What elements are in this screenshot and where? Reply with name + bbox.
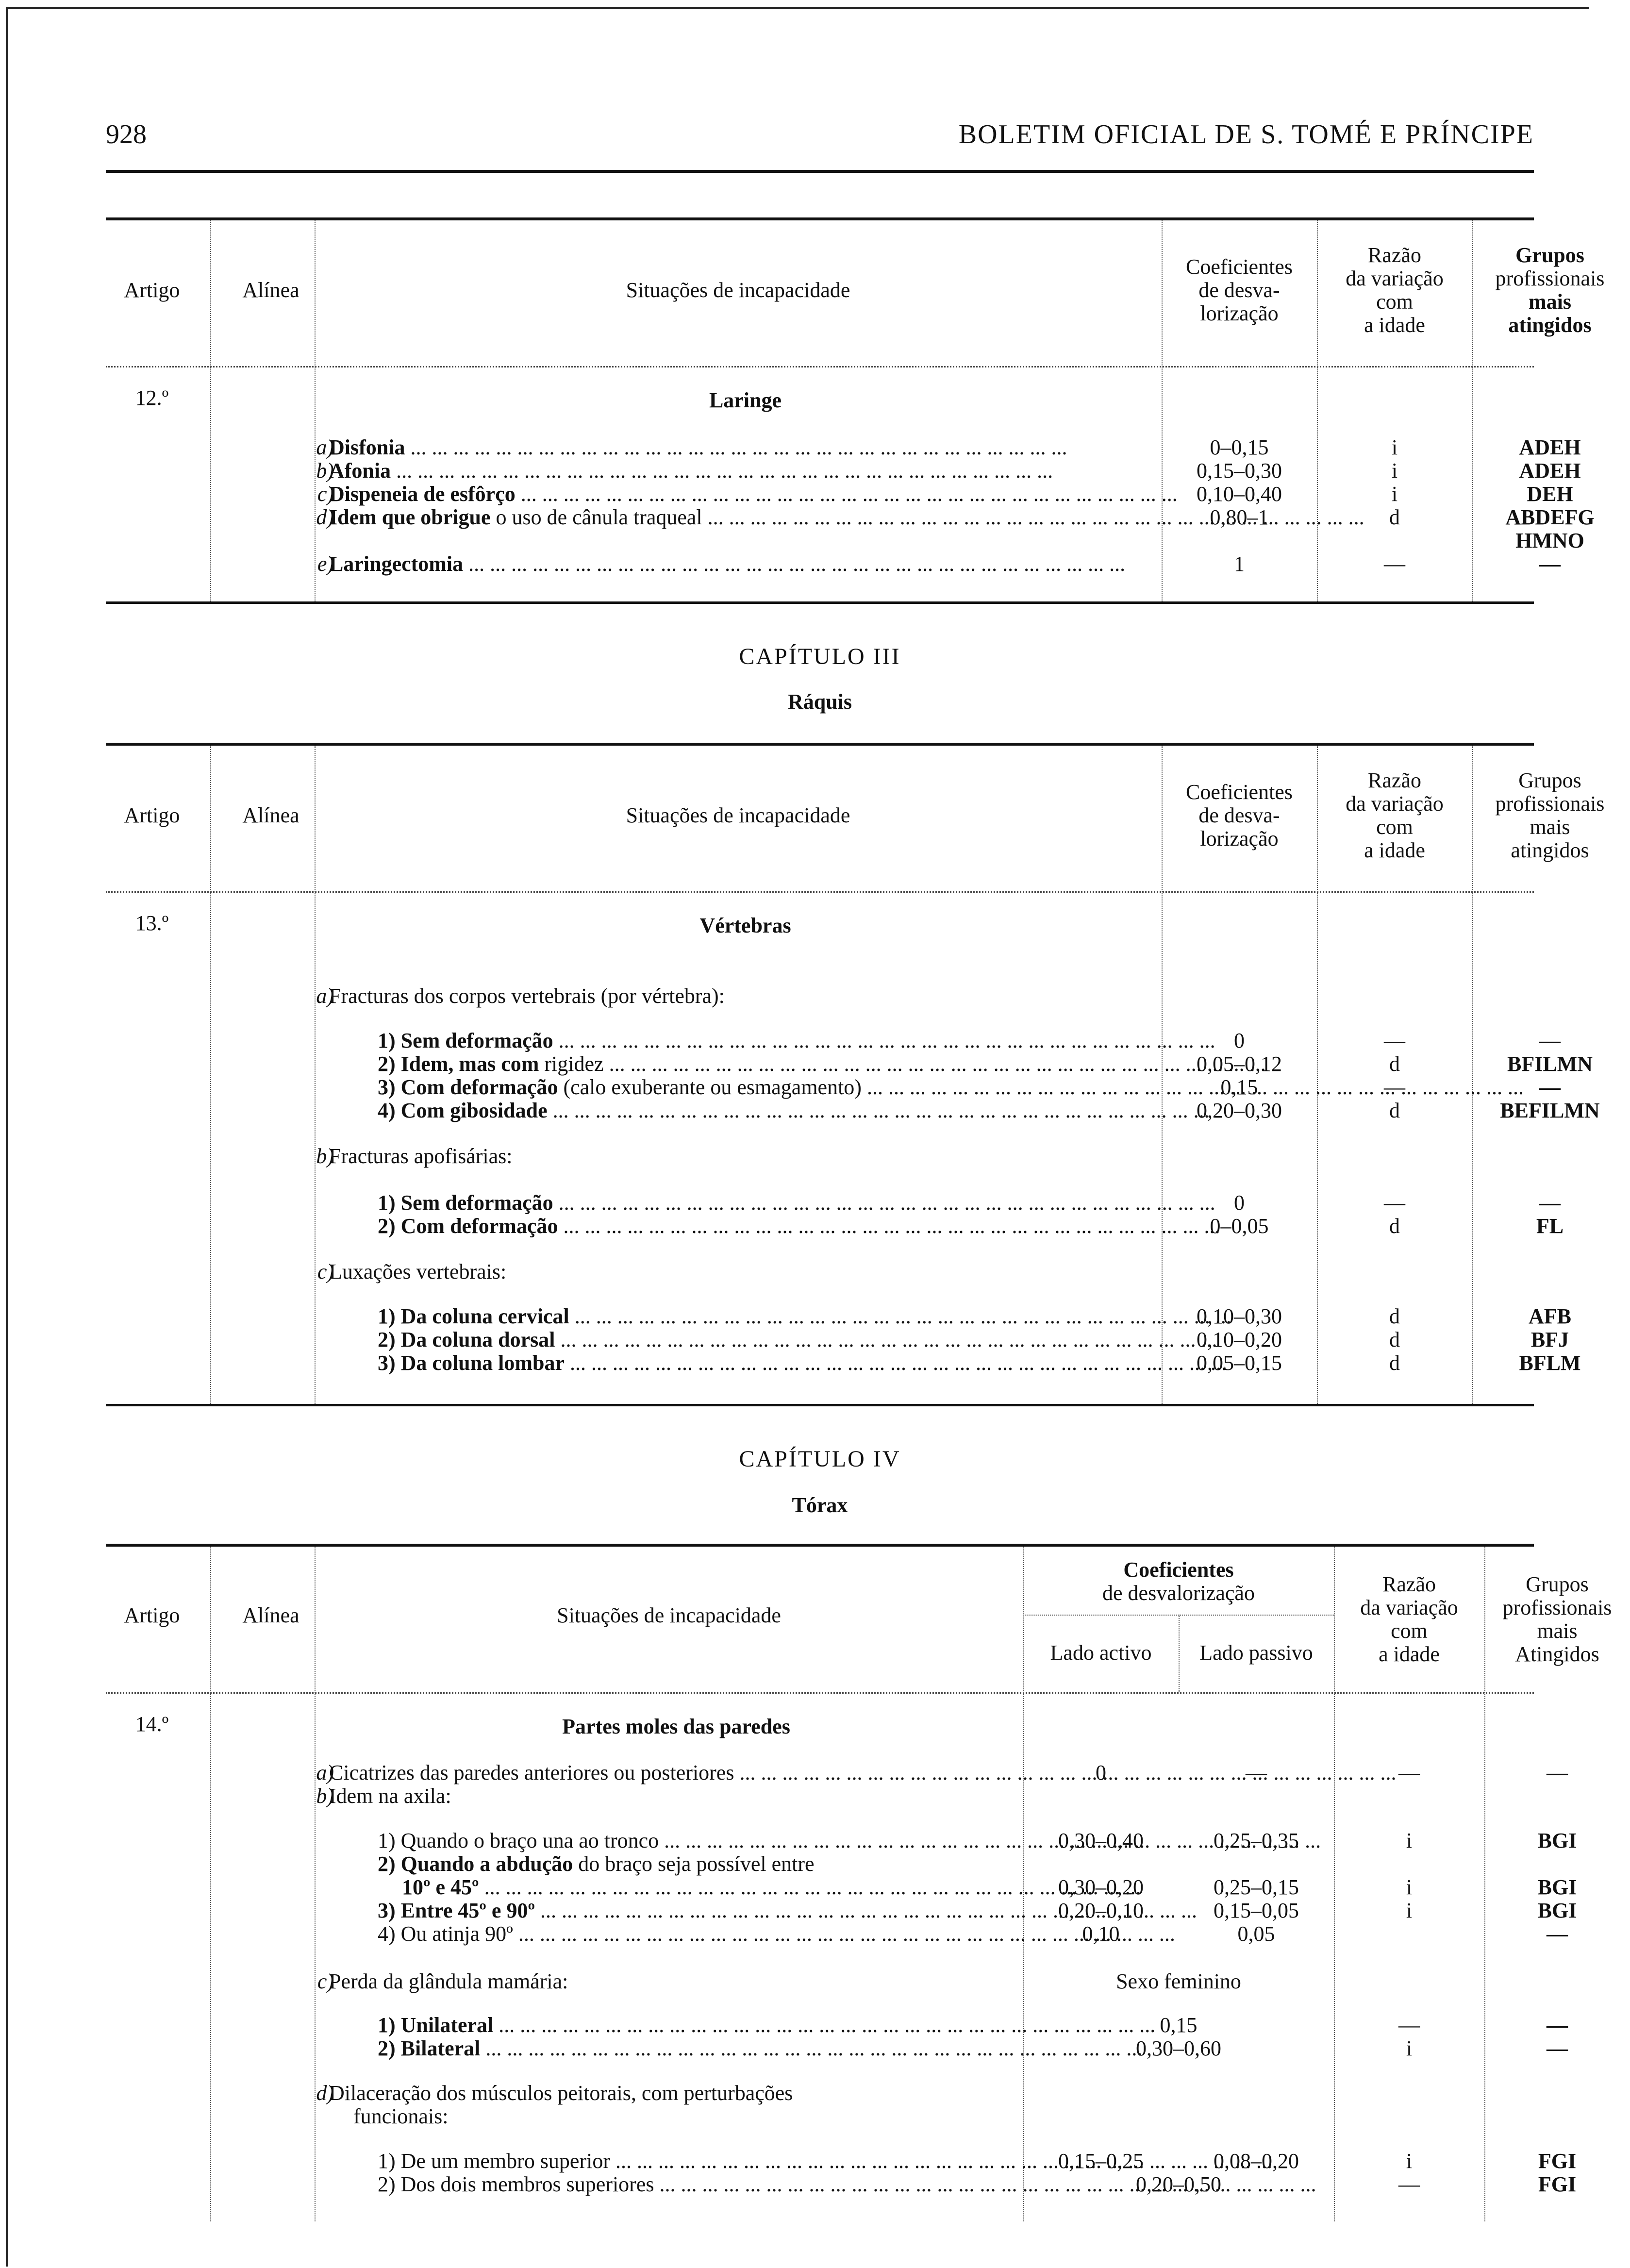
row-razao: d [1389,1052,1400,1076]
row-desc: 4) Ou atinja 90º ... . [378,1921,1023,1946]
alinea: d) [316,2081,334,2105]
table-laringe [106,217,1605,604]
row-razao: i [1406,2036,1413,2060]
row-desc: 1) Da coluna cervical ... . [378,1304,1162,1329]
row-desc: 1) Sem deformação ... . [378,1190,1162,1215]
subsection-text: Fracturas dos corpos vertebrais (por vértebra): [329,984,725,1008]
row-desc: Afonia ... . [329,458,1162,483]
table-header [106,220,1605,367]
table-header [106,1547,1612,1694]
chapter-title: CAPÍTULO III [739,644,901,669]
row-coef: 0,20–0,50 [1136,2172,1221,2196]
row-desc: Dispeneia de esfôrço ... . [329,482,1162,506]
row-coef-passivo: 0,25–0,15 [1214,1875,1299,1899]
row-grupos: FGI [1538,2172,1577,2196]
row-coef: 0 [1234,1029,1245,1052]
row-coef-activo: 0,30–0,40 [1058,1829,1144,1852]
row-razao: — [1384,1075,1405,1099]
col-grupos: Grupos profissionais mais atingidos [1495,768,1605,862]
alinea: a) [316,435,334,459]
row-razao: — [1384,1191,1405,1215]
row-desc: 2) Quando a abdução do braço seja possível entre [378,1852,815,1876]
row-coef: 0,05–0,12 [1197,1052,1282,1076]
sexo-label: Sexo feminino [1116,1969,1241,1993]
row-razao: d [1389,1328,1400,1351]
subsection-text: Fracturas apofisárias: [329,1144,513,1168]
row-grupos: — [1547,2036,1568,2060]
row-coef: 0,20–0,30 [1197,1099,1282,1122]
row-razao: i [1406,1875,1413,1899]
row-grupos: FL [1536,1214,1564,1238]
col-coeficientes: Coeficientes de desvalorização [1102,1558,1255,1605]
row-desc: 3) Entre 45º e 90º ... . [378,1898,1023,1923]
col-lado-activo: Lado activo [1050,1641,1152,1665]
row-coef: 0,15 [1220,1075,1258,1099]
row-razao: d [1389,1099,1400,1122]
alinea: a) [316,984,334,1008]
row-coef-passivo: 0,25–0,35 [1214,1829,1299,1852]
section-title: Partes moles das paredes [562,1715,790,1738]
table-header [106,746,1605,893]
row-desc: Idem que obrigue o uso de cânula traqueal ... . [329,505,1162,530]
row-coef-passivo: 0,15–0,05 [1214,1899,1299,1922]
row-desc: 1) Sem deformação ... . [378,1028,1162,1053]
subsection-text: Perda da glândula mamária: [329,1969,568,1993]
chapter-subtitle: Ráquis [787,690,852,714]
journal-title: BOLETIM OFICIAL DE S. TOMÉ E PRÍNCIPE [958,119,1534,150]
row-desc: 1) Unilateral ... . [378,2013,1023,2037]
subsection-text: Idem na axila: [329,1784,451,1808]
alinea: b) [316,1784,334,1808]
row-grupos: BGI [1537,1875,1577,1899]
row-coef-activo: 0,15–0,25 [1058,2149,1144,2173]
row-desc: 2) Bilateral ... . [378,2036,1023,2061]
row-desc-cont: 10º e 45º ... . [378,1875,1048,1900]
chapter-subtitle: Tórax [792,1493,848,1517]
row-coef-passivo: 0,08–0,20 [1214,2149,1299,2173]
col-coeficientes: Coeficientes de desva- lorização [1186,780,1293,850]
row-grupos: — [1539,1029,1561,1052]
row-grupos: DEH [1527,482,1573,506]
row-grupos: — [1547,1761,1568,1784]
row-coef: 1 [1234,552,1245,576]
row-razao: i [1406,2149,1413,2173]
table-torax [106,1544,1612,2221]
row-coef-activo: 0,30–0,20 [1058,1875,1144,1899]
alinea: d) [316,505,334,529]
row-razao: d [1389,505,1400,529]
row-coef-passivo: 0,05 [1237,1922,1275,1946]
table-vertebras [106,743,1605,1406]
row-desc: 1) Quando o braço una ao tronco ... . [378,1828,1023,1853]
row-grupos: BFLM [1519,1351,1581,1375]
artigo-number: 14.º [135,1712,169,1736]
row-razao: i [1406,1829,1413,1852]
row-grupos: — [1547,2013,1568,2037]
col-razao: Razão da variação com a idade [1360,1572,1458,1666]
row-razao: i [1406,1899,1413,1922]
row-razao: — [1384,552,1405,576]
row-coef-activo: 0,20–0,10 [1058,1899,1144,1922]
row-coef: 0,10–0,30 [1197,1304,1282,1328]
row-desc: 2) Dos dois membros superiores ... . [378,2172,1023,2197]
col-situacoes: Situações de incapacidade [626,803,850,827]
section-title: Laringe [709,388,782,412]
row-desc: 2) Com deformação ... . [378,1214,1162,1238]
row-grupos: ABDEFG [1505,505,1595,529]
row-razao: i [1391,435,1398,459]
col-situacoes: Situações de incapacidade [626,278,850,302]
row-coef-activo: 0 [1096,1761,1106,1784]
row-coef: 0,80–1 [1210,505,1269,529]
col-artigo: Artigo [124,803,180,827]
col-situacoes: Situações de incapacidade [557,1603,781,1627]
row-desc: Disfonia ... . [329,435,1162,460]
row-coef-activo: 0,10 [1082,1922,1120,1946]
row-grupos: ADEH [1519,459,1581,483]
row-coef: 0,05–0,15 [1197,1351,1282,1375]
alinea: c) [317,1969,334,1993]
col-razao: Razão da variação com a idade [1346,768,1444,862]
row-coef: 0,10–0,40 [1197,482,1282,506]
row-coef: 0–0,15 [1210,435,1269,459]
row-desc: Laringectomia ... . [329,551,1162,576]
row-razao: d [1389,1214,1400,1238]
alinea: c) [317,482,334,506]
row-grupos: BGI [1537,1899,1577,1922]
row-grupos: — [1539,552,1561,576]
col-alinea: Alínea [242,803,299,827]
row-coef: 0 [1234,1191,1245,1215]
col-artigo: Artigo [124,278,180,302]
row-razao: — [1398,1761,1420,1784]
row-grupos: BFILMN [1507,1052,1593,1076]
col-alinea: Alínea [242,278,299,302]
row-desc: 2) Da coluna dorsal ... . [378,1327,1162,1352]
alinea: c) [317,1260,334,1284]
row-grupos: FGI [1538,2149,1577,2173]
col-alinea: Alínea [242,1603,299,1627]
section-title: Vértebras [699,914,791,937]
row-desc: 2) Idem, mas com rigidez ... . [378,1051,1162,1076]
header-rule [106,170,1534,173]
artigo-number: 12.º [135,386,169,410]
col-razao: Razão da variação com a idade [1346,243,1444,337]
page-number: 928 [106,119,147,150]
row-grupos: ADEH [1519,435,1581,459]
row-razao: i [1391,459,1398,483]
row-razao: d [1389,1351,1400,1375]
row-grupos: — [1539,1075,1561,1099]
row-grupos: BFJ [1530,1328,1569,1351]
row-grupos: BEFILMN [1500,1099,1600,1122]
row-grupos: BGI [1537,1829,1577,1852]
row-coef: 0–0,05 [1210,1214,1269,1238]
row-desc: 1) De um membro superior ... . [378,2149,1023,2173]
alinea: a) [316,1761,334,1784]
row-coef: 0,10–0,20 [1197,1328,1282,1351]
row-desc: 4) Com gibosidade ... . [378,1098,1162,1123]
subsection-text-cont: funcionais: [353,2104,449,2128]
row-coef: 0,30–0,60 [1136,2036,1221,2060]
alinea: e) [317,552,334,576]
artigo-number: 13.º [135,911,169,935]
row-razao: — [1384,1029,1405,1052]
row-razao: — [1398,2172,1420,2196]
row-desc: Cicatrizes das paredes anteriores ou posteriores ... . [329,1760,1023,1785]
alinea: b) [316,1144,334,1168]
col-lado-passivo: Lado passivo [1199,1641,1313,1665]
row-grupos: — [1539,1191,1561,1215]
subsection-text: Luxações vertebrais: [329,1260,507,1284]
row-desc: 3) Com deformação (calo exuberante ou esmagamento) ... . [378,1075,1162,1100]
row-coef: 0,15 [1160,2013,1198,2037]
row-razao: i [1391,482,1398,506]
row-coef-passivo: — [1246,1761,1267,1784]
row-coef: 0,15–0,30 [1197,459,1282,483]
row-desc: 3) Da coluna lombar ... . [378,1351,1162,1375]
col-grupos: Grupos profissionais mais atingidos [1495,243,1605,337]
chapter-title: CAPÍTULO IV [739,1446,901,1472]
col-coeficientes: Coeficientes de desva- lorização [1186,255,1293,325]
alinea: b) [316,459,334,483]
col-grupos: Grupos profissionais mais Atingidos [1502,1572,1612,1666]
col-artigo: Artigo [124,1603,180,1627]
subsection-text: Dilaceração dos músculos peitorais, com perturbações [329,2081,793,2105]
row-grupos: HMNO [1515,529,1584,552]
row-grupos: AFB [1529,1304,1571,1328]
row-razao: d [1389,1304,1400,1328]
row-razao: — [1398,2013,1420,2037]
row-grupos: — [1547,1922,1568,1946]
